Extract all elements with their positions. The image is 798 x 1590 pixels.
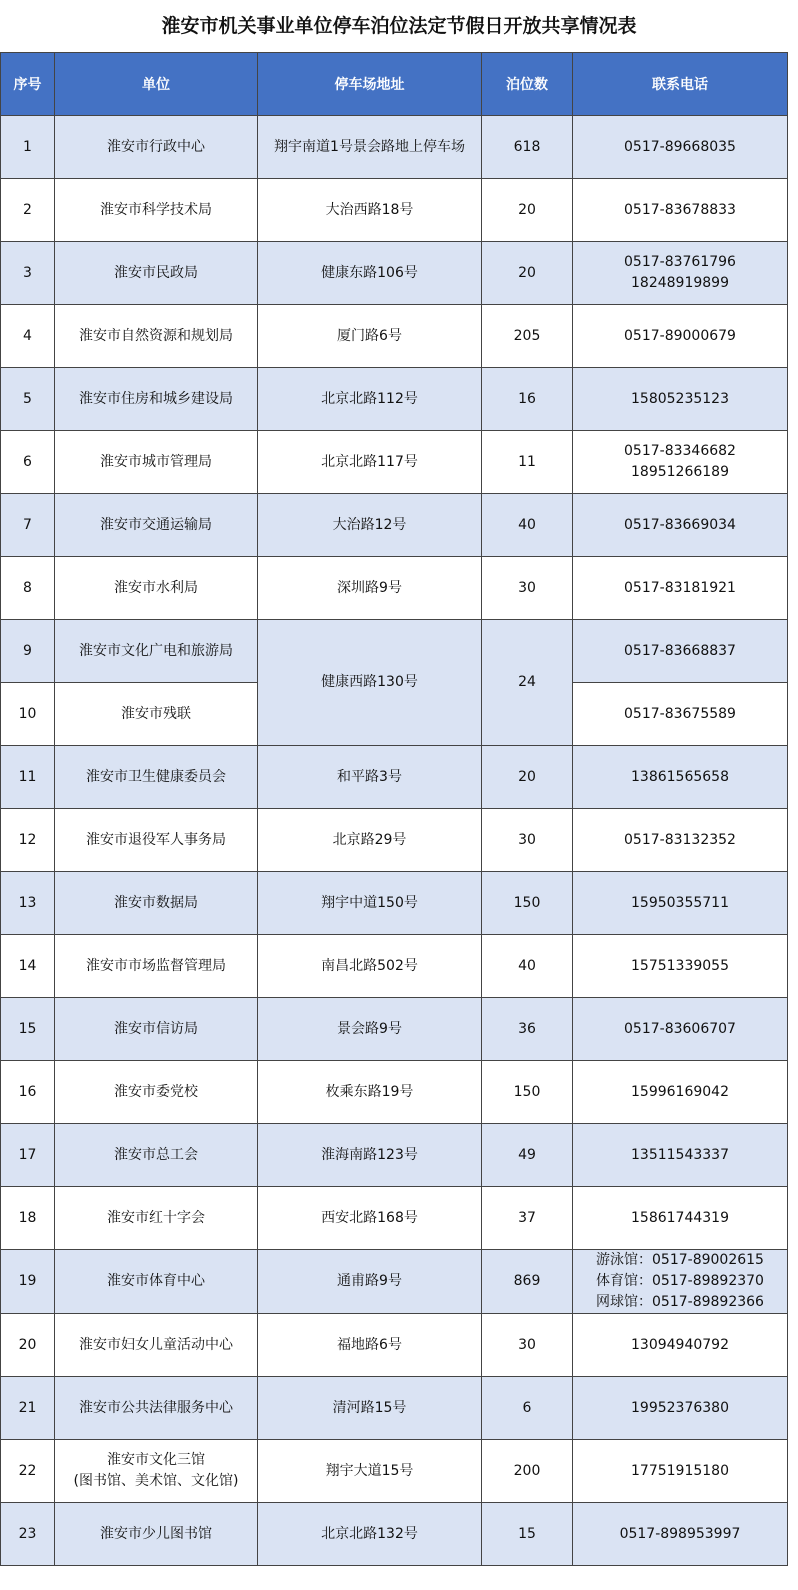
cell-phone <box>573 1187 788 1250</box>
cell-spots: 618 <box>482 116 573 179</box>
cell-no: 7 <box>1 494 55 557</box>
table-body <box>1 116 788 1566</box>
cell-unit-line: 淮安市市场监督管理局 <box>86 957 226 974</box>
table-row <box>1 1250 788 1314</box>
cell-no: 16 <box>1 1061 55 1124</box>
cell-unit-line: 淮安市妇女儿童活动中心 <box>79 1336 233 1353</box>
cell-unit <box>55 746 258 809</box>
table-row <box>1 116 788 179</box>
cell-unit-line: 淮安市数据局 <box>114 894 198 911</box>
cell-spots: 30 <box>482 557 573 620</box>
cell-phone-line: 0517-83668837 <box>624 642 736 659</box>
table-row <box>1 242 788 305</box>
cell-no: 9 <box>1 620 55 683</box>
page-title: 淮安市机关事业单位停车泊位法定节假日开放共享情况表 <box>161 15 637 37</box>
cell-spots: 24 <box>482 620 573 746</box>
cell-phone-line: 15805235123 <box>631 390 729 407</box>
cell-address: 南昌北路502号 <box>258 935 482 998</box>
cell-spots: 200 <box>482 1440 573 1503</box>
cell-phone <box>573 872 788 935</box>
cell-no: 21 <box>1 1377 55 1440</box>
cell-spots: 11 <box>482 431 573 494</box>
cell-spots: 20 <box>482 242 573 305</box>
cell-unit <box>55 683 258 746</box>
cell-unit-line: 淮安市民政局 <box>114 264 198 281</box>
cell-phone <box>573 1440 788 1503</box>
cell-unit-line: 淮安市残联 <box>121 705 191 722</box>
parking-table <box>0 52 788 1566</box>
cell-no: 2 <box>1 179 55 242</box>
cell-unit-line: 淮安市少儿图书馆 <box>100 1525 212 1542</box>
cell-unit <box>55 557 258 620</box>
table-row <box>1 746 788 809</box>
cell-address: 健康东路106号 <box>258 242 482 305</box>
cell-unit-line: 淮安市住房和城乡建设局 <box>79 390 233 407</box>
cell-phone-line: 15861744319 <box>631 1209 729 1226</box>
header-unit: 单位 <box>55 53 258 116</box>
cell-address: 翔宇南道1号景会路地上停车场 <box>258 116 482 179</box>
cell-phone-line: 15996169042 <box>631 1083 729 1100</box>
cell-spots: 20 <box>482 746 573 809</box>
cell-no: 3 <box>1 242 55 305</box>
cell-phone <box>573 116 788 179</box>
cell-no: 23 <box>1 1503 55 1566</box>
table-row <box>1 1124 788 1187</box>
table-row <box>1 620 788 683</box>
cell-phone-line: 13861565658 <box>631 768 729 785</box>
table-row <box>1 935 788 998</box>
cell-unit <box>55 620 258 683</box>
cell-unit-line: 淮安市文化三馆 <box>107 1452 205 1468</box>
cell-phone-line: 13511543337 <box>631 1146 729 1163</box>
cell-no: 19 <box>1 1250 55 1314</box>
cell-address: 深圳路9号 <box>258 557 482 620</box>
cell-unit-line: 淮安市信访局 <box>114 1020 198 1037</box>
cell-unit-line: 淮安市委党校 <box>114 1083 198 1100</box>
cell-unit <box>55 305 258 368</box>
cell-unit-line: (图书馆、美术馆、文化馆) <box>73 1473 239 1489</box>
cell-spots: 20 <box>482 179 573 242</box>
cell-phone <box>573 1061 788 1124</box>
cell-no: 4 <box>1 305 55 368</box>
cell-unit-line: 淮安市公共法律服务中心 <box>79 1399 233 1416</box>
table-row <box>1 809 788 872</box>
table-row <box>1 872 788 935</box>
cell-unit <box>55 494 258 557</box>
cell-phone <box>573 557 788 620</box>
cell-phone-line: 0517-83132352 <box>624 831 736 848</box>
cell-phone <box>573 305 788 368</box>
cell-phone <box>573 431 788 494</box>
cell-address: 和平路3号 <box>258 746 482 809</box>
cell-phone-line: 18248919899 <box>631 275 729 291</box>
header-spots: 泊位数 <box>482 53 573 116</box>
table-row <box>1 179 788 242</box>
cell-spots: 36 <box>482 998 573 1061</box>
cell-unit-line: 淮安市卫生健康委员会 <box>86 768 226 785</box>
cell-unit <box>55 998 258 1061</box>
cell-phone-line: 0517-83678833 <box>624 201 736 218</box>
cell-spots: 205 <box>482 305 573 368</box>
cell-phone-line: 15751339055 <box>631 957 729 974</box>
cell-phone-line: 0517-83761796 <box>624 254 736 270</box>
cell-unit-line: 淮安市水利局 <box>114 579 198 596</box>
cell-spots: 16 <box>482 368 573 431</box>
header-no: 序号 <box>1 53 55 116</box>
cell-address: 大治西路18号 <box>258 179 482 242</box>
cell-address: 清河路15号 <box>258 1377 482 1440</box>
cell-no: 13 <box>1 872 55 935</box>
cell-phone-line: 0517-83181921 <box>624 579 736 596</box>
cell-phone <box>573 809 788 872</box>
cell-address: 翔宇中道150号 <box>258 872 482 935</box>
table-header-row <box>1 53 788 116</box>
cell-spots: 150 <box>482 872 573 935</box>
table-row <box>1 305 788 368</box>
cell-spots: 40 <box>482 494 573 557</box>
cell-unit <box>55 1314 258 1377</box>
cell-unit-line: 淮安市行政中心 <box>107 138 205 155</box>
cell-phone <box>573 683 788 746</box>
cell-phone-line: 15950355711 <box>631 894 729 911</box>
cell-address: 大治路12号 <box>258 494 482 557</box>
cell-address: 淮海南路123号 <box>258 1124 482 1187</box>
cell-phone-line: 0517-83606707 <box>624 1020 736 1037</box>
table-row <box>1 1503 788 1566</box>
cell-no: 6 <box>1 431 55 494</box>
table-row <box>1 1377 788 1440</box>
cell-unit <box>55 935 258 998</box>
cell-phone <box>573 620 788 683</box>
cell-unit-line: 淮安市体育中心 <box>107 1273 205 1289</box>
cell-address: 健康西路130号 <box>258 620 482 746</box>
cell-spots: 6 <box>482 1377 573 1440</box>
cell-no: 8 <box>1 557 55 620</box>
cell-address: 北京北路117号 <box>258 431 482 494</box>
cell-address: 北京路29号 <box>258 809 482 872</box>
cell-spots: 30 <box>482 809 573 872</box>
cell-no: 20 <box>1 1314 55 1377</box>
cell-spots: 30 <box>482 1314 573 1377</box>
cell-unit-line: 淮安市自然资源和规划局 <box>79 327 233 344</box>
cell-phone-line: 0517-89668035 <box>624 138 736 155</box>
cell-address: 北京北路132号 <box>258 1503 482 1566</box>
cell-unit <box>55 1124 258 1187</box>
cell-phone <box>573 1377 788 1440</box>
cell-phone-line: 17751915180 <box>631 1462 729 1479</box>
table-row <box>1 1061 788 1124</box>
cell-address: 景会路9号 <box>258 998 482 1061</box>
cell-phone <box>573 494 788 557</box>
table-row <box>1 1440 788 1503</box>
cell-spots: 37 <box>482 1187 573 1250</box>
cell-unit-line: 淮安市退役军人事务局 <box>86 831 226 848</box>
cell-phone <box>573 179 788 242</box>
cell-phone <box>573 1124 788 1187</box>
cell-unit <box>55 1061 258 1124</box>
cell-phone <box>573 242 788 305</box>
cell-no: 11 <box>1 746 55 809</box>
cell-phone-line: 游泳馆：0517-89002615 <box>596 1252 764 1268</box>
cell-phone <box>573 1314 788 1377</box>
cell-address: 福地路6号 <box>258 1314 482 1377</box>
cell-unit-line: 淮安市交通运输局 <box>100 516 212 533</box>
cell-address: 北京北路112号 <box>258 368 482 431</box>
cell-spots: 15 <box>482 1503 573 1566</box>
cell-unit-line: 淮安市红十字会 <box>107 1209 205 1226</box>
cell-unit-line: 淮安市科学技术局 <box>100 201 212 218</box>
table-row <box>1 431 788 494</box>
cell-phone-line: 体育馆：0517-89892370 <box>596 1273 764 1289</box>
cell-no: 22 <box>1 1440 55 1503</box>
cell-unit <box>55 116 258 179</box>
cell-spots: 40 <box>482 935 573 998</box>
table-row <box>1 557 788 620</box>
table-row <box>1 998 788 1061</box>
cell-unit <box>55 872 258 935</box>
cell-unit <box>55 1503 258 1566</box>
cell-no: 14 <box>1 935 55 998</box>
cell-phone <box>573 1250 788 1314</box>
cell-unit <box>55 1187 258 1250</box>
cell-unit <box>55 809 258 872</box>
cell-phone <box>573 746 788 809</box>
cell-no: 12 <box>1 809 55 872</box>
cell-unit-line: 淮安市文化广电和旅游局 <box>79 642 233 659</box>
cell-unit <box>55 431 258 494</box>
cell-unit <box>55 1377 258 1440</box>
cell-spots: 49 <box>482 1124 573 1187</box>
cell-phone-line: 0517-89000679 <box>624 327 736 344</box>
cell-address: 西安北路168号 <box>258 1187 482 1250</box>
cell-phone-line: 0517-83675589 <box>624 705 736 722</box>
cell-no: 17 <box>1 1124 55 1187</box>
table-row <box>1 494 788 557</box>
cell-spots: 150 <box>482 1061 573 1124</box>
cell-unit <box>55 1250 258 1314</box>
cell-address: 厦门路6号 <box>258 305 482 368</box>
cell-phone <box>573 998 788 1061</box>
cell-phone-line: 0517-83669034 <box>624 516 736 533</box>
cell-unit-line: 淮安市总工会 <box>114 1146 198 1163</box>
cell-address: 翔宇大道15号 <box>258 1440 482 1503</box>
cell-phone-line: 0517-898953997 <box>619 1525 741 1542</box>
cell-unit <box>55 368 258 431</box>
cell-phone-line: 18951266189 <box>631 464 729 480</box>
cell-phone-line: 网球馆：0517-89892366 <box>596 1294 764 1310</box>
header-address: 停车场地址 <box>258 53 482 116</box>
cell-unit <box>55 1440 258 1503</box>
cell-no: 18 <box>1 1187 55 1250</box>
cell-no: 5 <box>1 368 55 431</box>
cell-address: 枚乘东路19号 <box>258 1061 482 1124</box>
cell-phone <box>573 935 788 998</box>
cell-no: 10 <box>1 683 55 746</box>
cell-no: 15 <box>1 998 55 1061</box>
cell-phone <box>573 1503 788 1566</box>
table-row <box>1 368 788 431</box>
cell-address: 通甫路9号 <box>258 1250 482 1314</box>
cell-unit <box>55 242 258 305</box>
cell-no: 1 <box>1 116 55 179</box>
cell-phone-line: 0517-83346682 <box>624 443 736 459</box>
header-phone: 联系电话 <box>573 53 788 116</box>
cell-unit-line: 淮安市城市管理局 <box>100 453 212 470</box>
cell-phone-line: 19952376380 <box>631 1399 729 1416</box>
table-row <box>1 1187 788 1250</box>
cell-phone <box>573 368 788 431</box>
table-row <box>1 1314 788 1377</box>
cell-phone-line: 13094940792 <box>631 1336 729 1353</box>
cell-unit <box>55 179 258 242</box>
cell-spots: 869 <box>482 1250 573 1314</box>
